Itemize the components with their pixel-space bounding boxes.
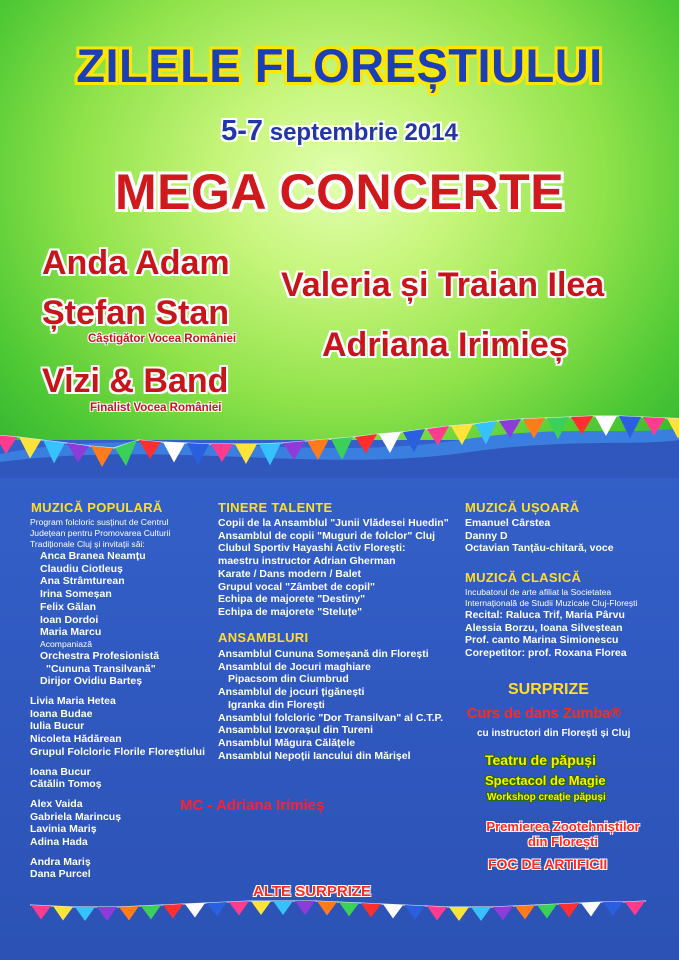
bunting-flag	[43, 440, 65, 464]
list-item: Echipa de majorete "Destiny"	[218, 593, 366, 606]
heading-muzica-populara: MUZICĂ POPULARĂ	[31, 500, 163, 515]
bunting-flag	[53, 906, 73, 921]
bunting-flag	[295, 901, 315, 915]
list-item: Ansamblul de copii "Muguri de folclor" Cluj	[218, 529, 436, 542]
list-item: Lavinia Mariș	[30, 823, 97, 836]
poster-title: ZILELE FLOREȘTIULUI	[76, 39, 603, 92]
list-item: Acompaniază	[40, 638, 93, 649]
list-item: Claudiu Ciotleuș	[40, 562, 123, 575]
puppet-theatre: Teatru de păpuși	[485, 752, 596, 768]
bunting-flag	[619, 416, 641, 439]
artist-adriana-irimies: Adriana Irimieș	[322, 326, 568, 364]
bunting-flag	[251, 901, 271, 915]
list-item: Anca Branea Neamțu	[40, 550, 146, 562]
list-item: Echipa de majorete "Steluțe"	[218, 605, 363, 618]
bunting-flag	[163, 442, 185, 463]
bunting-flag	[229, 901, 249, 916]
bunting-flag	[581, 902, 601, 917]
dates-number: 5-7	[221, 115, 264, 147]
list-item: Ioana Budae	[30, 707, 93, 720]
bunting-flag	[283, 441, 305, 460]
bunting-flag	[141, 905, 161, 920]
ansambluri-list	[218, 648, 443, 762]
artist-stefan-stan: Ștefan Stan	[42, 294, 230, 332]
bunting-flag	[163, 904, 183, 919]
list-item: Andra Mariș	[30, 855, 91, 868]
zootechnicians-award-line2: din Florești	[527, 834, 599, 849]
bunting-flag	[595, 416, 617, 436]
list-item: Ansamblul folcloric "Dor Transilvan" al C.T.P.	[218, 711, 444, 724]
bunting-flag	[667, 418, 679, 439]
bunting-flag	[475, 421, 497, 445]
bunting-flag	[547, 417, 569, 440]
top-bunting-decoration	[0, 408, 679, 476]
mc-label: MC - Adriana Irimieș	[180, 797, 325, 814]
bunting-flag	[139, 440, 161, 459]
list-item: Gabriela Marincuș	[30, 810, 122, 823]
list-item: Livia Maria Hetea	[30, 695, 116, 708]
list-item: Adina Hada	[30, 836, 88, 849]
list-item: Dirijor Ovidiu Barteș	[40, 675, 143, 688]
footer-alte-surprize: ALTE SURPRIZE	[253, 883, 372, 900]
list-item: Corepetitor: prof. Roxana Florea	[465, 647, 627, 660]
bunting-flag	[19, 437, 41, 459]
bunting-flag	[273, 901, 293, 915]
heading-surprize: SURPRIZE	[508, 681, 589, 698]
bunting-flag	[75, 907, 95, 921]
list-item: Grupul Folcloric Florile Floreștiului	[30, 745, 206, 758]
list-item: Octavian Tanțău-chitară, voce	[465, 542, 614, 555]
event-dates	[0, 115, 679, 148]
bunting-flag	[559, 903, 579, 918]
list-item: Danny D	[465, 529, 508, 542]
artist-stefan-stan-note: Câștigător Vocea României	[88, 333, 237, 345]
bunting-flag	[403, 429, 425, 453]
list-item: Cătălin Tomoș	[30, 778, 102, 791]
bunting-flag	[571, 416, 593, 435]
headline-mega-concerte: MEGA CONCERTE	[114, 164, 565, 220]
list-item: Tradiționale Cluj și invitații săi:	[30, 539, 145, 549]
bunting-flag	[499, 419, 521, 438]
list-item: Ansamblul Izvorașul din Tureni	[218, 724, 373, 737]
artist-valeria-traian-ilea: Valeria și Traian Ilea	[281, 266, 605, 304]
bunting-flag	[0, 435, 17, 454]
bunting-flag	[119, 906, 139, 921]
bunting-flag	[471, 907, 491, 921]
bunting-flag	[383, 904, 403, 919]
list-item: Karate / Dans modern / Balet	[218, 567, 361, 580]
list-item: Igranka din Florești	[228, 698, 325, 711]
bunting-flag	[259, 443, 281, 466]
bunting-flag	[537, 904, 557, 919]
list-item: Pipacsom din Ciumbrud	[228, 673, 349, 686]
bunting-flag	[211, 444, 233, 462]
bunting-flag	[451, 424, 473, 445]
tinere-talente-list	[218, 517, 449, 619]
list-item: Clubul Sportiv Hayashi Activ Florești:	[218, 542, 406, 555]
artist-vizi-band-note: Finalist Vocea României	[90, 402, 222, 414]
list-item: Program folcloric susținut de Centrul	[30, 517, 169, 527]
list-item: Județean pentru Promovarea Culturii	[30, 528, 171, 538]
list-item: Ansamblul Cununa Someșană din Florești	[218, 648, 429, 660]
bunting-flag	[97, 907, 117, 921]
zumba-instructors: cu instructori din Florești și Cluj	[477, 728, 631, 739]
list-item: Ansamblul de Jocuri maghiare	[218, 660, 371, 673]
list-item: maestru instructor Adrian Gherman	[218, 555, 396, 568]
bunting-flag	[31, 905, 51, 920]
bunting-flag	[603, 902, 623, 916]
list-item: "Cununa Transilvană"	[46, 662, 156, 675]
heading-muzica-usoara: MUZICĂ UȘOARĂ	[465, 500, 580, 515]
list-item: Maria Marcu	[40, 626, 102, 639]
list-item: Ana Strâmturean	[40, 575, 125, 588]
list-item: Alex Vaida	[30, 797, 83, 810]
list-item: Nicoleta Hădărean	[30, 733, 122, 746]
bunting-flag	[331, 437, 353, 460]
artist-vizi-band: Vizi & Band	[42, 362, 229, 400]
list-item: Emanuel Cârstea	[465, 517, 551, 529]
bottom-bunting-decoration	[0, 900, 679, 926]
muzica-clasica-list	[465, 587, 637, 660]
bunting-flag	[523, 418, 545, 439]
bunting-flag	[355, 434, 377, 454]
bunting-flag	[427, 906, 447, 921]
magic-show: Spectacol de Magie	[485, 773, 606, 788]
bunting-flag	[643, 417, 665, 436]
list-item: Grupul vocal "Zâmbet de copil"	[218, 580, 375, 593]
list-item: Iulia Bucur	[30, 720, 85, 733]
dates-text: septembrie 2014	[269, 119, 458, 146]
list-item: Recital: Raluca Trif, Maria Pârvu	[465, 609, 625, 621]
heading-tinere-talente: TINERE TALENTE	[218, 500, 333, 515]
muzica-populara-list	[30, 517, 205, 881]
bunting-flag	[207, 902, 227, 917]
list-item: Prof. canto Marina Simionescu	[465, 634, 619, 647]
zumba-course: Curs de dans Zumba®	[467, 706, 622, 722]
zootechnicians-award-line1: Premierea Zootehniștilor	[486, 819, 640, 834]
bunting-flag	[515, 905, 535, 920]
list-item: Ansamblul Măgura Călățele	[218, 736, 356, 749]
bunting-flag	[185, 903, 205, 918]
bunting-flag	[317, 901, 337, 916]
list-item: Ioan Dordoi	[40, 613, 99, 626]
zootechnicians-award	[468, 819, 658, 849]
bunting-flag	[187, 443, 209, 466]
list-item: Ansamblul Nepoții Iancului din Mărișel	[218, 749, 411, 762]
bunting-flag	[235, 444, 257, 464]
bunting-flag	[449, 907, 469, 921]
list-item: Internațională de Studii Muzicale Cluj-Florești	[465, 598, 638, 608]
muzica-usoara-list	[465, 517, 614, 555]
list-item: Irina Someșan	[40, 588, 112, 601]
list-item: Ansamblul de jocuri țigănești	[218, 686, 365, 699]
heading-muzica-clasica: MUZICĂ CLASICĂ	[465, 570, 582, 585]
heading-ansambluri: ANSAMBLURI	[218, 630, 309, 645]
fireworks: FOC DE ARTIFICII	[488, 856, 608, 872]
bunting-flag	[427, 426, 449, 446]
list-item: Copii de la Ansamblul "Junii Vlădesei Huedin"	[218, 517, 449, 529]
bunting-flag	[361, 903, 381, 918]
list-item: Ioana Bucur	[30, 765, 91, 778]
bunting-flag	[625, 901, 645, 916]
bunting-flag	[405, 905, 425, 920]
list-item: Alessia Borzu, Ioana Silveștean	[465, 621, 623, 634]
bunting-flag	[379, 432, 401, 453]
bunting-flag	[307, 439, 329, 460]
bunting-flag	[91, 446, 113, 467]
bunting-flag	[493, 906, 513, 921]
list-item: Dana Purcel	[30, 868, 91, 881]
list-item: Orchestra Profesionistă	[40, 649, 160, 662]
puppet-workshop: Workshop creație păpuși	[487, 792, 606, 803]
bunting-flag	[339, 902, 359, 917]
artist-anda-adam: Anda Adam	[42, 244, 230, 282]
list-item: Incubatorul de arte afiliat la Societatea	[465, 587, 612, 597]
bunting-flag	[67, 443, 89, 463]
list-item: Felix Gălan	[40, 600, 97, 613]
